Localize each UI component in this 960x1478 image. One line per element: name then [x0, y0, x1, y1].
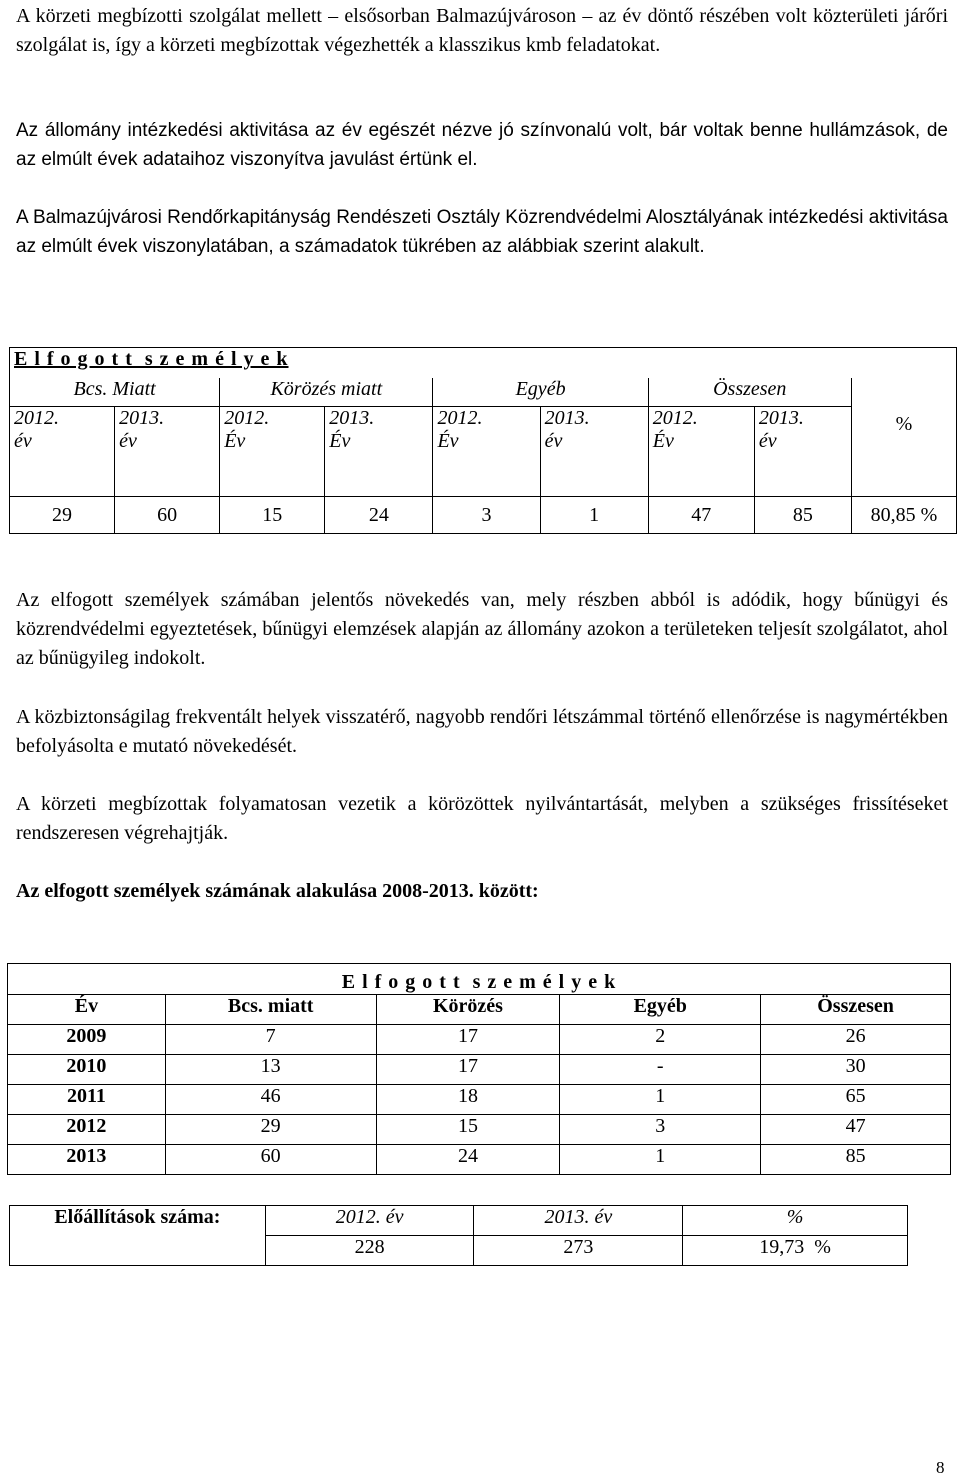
year-cell: 2013 [8, 1145, 166, 1175]
subheader-cell: 2013. Év [325, 407, 433, 497]
percent-value: 19,73 % [683, 1236, 908, 1266]
header-cell: Bcs. miatt [165, 995, 376, 1025]
arrests-table-2012-2013 [9, 347, 957, 534]
cell: 18 [376, 1085, 560, 1115]
header-cell: Körözés [376, 995, 560, 1025]
cell: 30 [761, 1055, 951, 1085]
paragraph-1: A körzeti megbízotti szolgálat mellett – elsősorban Balmazújvároson – az év döntő részében volt közterületi járőri szolgálat is, így a körzeti megbízottak végezhették a klasszikus kmb feladatokat. [16, 5, 948, 56]
paragraph-3: A Balmazújvárosi Rendőrkapitányság Rendészeti Osztály Közrendvédelmi Alosztályának intézkedési aktivitása az elmúlt évek viszonylatában, a számadatok tükrében az alábbiak szerint alakult. [16, 207, 948, 257]
value-cell: 47 [648, 497, 754, 534]
cell: 1 [560, 1145, 761, 1175]
cell: 47 [761, 1115, 951, 1145]
percent-header: % [851, 378, 956, 497]
value-cell: 3 [433, 497, 540, 534]
year-cell: 2009 [8, 1025, 166, 1055]
subheader-cell: 2013. év [540, 407, 648, 497]
subheader-cell: 2013. év [115, 407, 220, 497]
cell: 1 [560, 1085, 761, 1115]
detentions-label: Előállítások száma: [10, 1206, 266, 1266]
section-heading: Az elfogott személyek számának alakulása 2008-2013. között: [16, 880, 539, 902]
value-cell: 85 [754, 497, 851, 534]
value-cell: 228 [265, 1236, 474, 1266]
paragraph-2: Az állomány intézkedési aktivitása az év egészét nézve jó színvonalú volt, bár voltak benne hullámzások, de az elmúlt évek adataihoz viszonyítva javulást értünk el. [16, 120, 948, 170]
year-cell: 2011 [8, 1085, 166, 1115]
value-cell: 1 [540, 497, 648, 534]
paragraph-5: A közbiztonságilag frekventált helyek visszatérő, nagyobb rendőri létszámmal történő ellenőrzése is nagymértékben befolyásolta e mutató növekedését. [16, 706, 948, 757]
detentions-table [9, 1205, 908, 1266]
cell: - [560, 1055, 761, 1085]
subheader-cell: 2012. Év [220, 407, 325, 497]
paragraph-4: Az elfogott személyek számában jelentős növekedés van, mely részben abból is adódik, hogy bűnügyi és közrendvédelmi egyeztetések, bűnügyi elemzések alapján az állomány azokon a területeken teljesít szolgálatot, ahol az bűnügyileg indokolt. [16, 589, 948, 669]
value-cell: 273 [474, 1236, 683, 1266]
cell: 24 [376, 1145, 560, 1175]
year-cell: 2010 [8, 1055, 166, 1085]
subheader-cell: 2012. év [10, 407, 115, 497]
cell: 85 [761, 1145, 951, 1175]
group-egyeb: Egyéb [433, 378, 648, 407]
header-cell: 2012. év [265, 1206, 474, 1236]
cell: 15 [376, 1115, 560, 1145]
cell: 26 [761, 1025, 951, 1055]
group-bcs: Bcs. Miatt [10, 378, 220, 407]
value-cell: 24 [325, 497, 433, 534]
subheader-cell: 2012. Év [433, 407, 540, 497]
table-header-row [8, 995, 951, 1025]
cell: 13 [165, 1055, 376, 1085]
cell: 60 [165, 1145, 376, 1175]
cell: 17 [376, 1055, 560, 1085]
value-cell: 29 [10, 497, 115, 534]
cell: 17 [376, 1025, 560, 1055]
group-korozes: Körözés miatt [220, 378, 433, 407]
header-cell: Év [8, 995, 166, 1025]
header-cell: Összesen [761, 995, 951, 1025]
table-row [8, 1025, 951, 1055]
table1-title: E l f o g o t t s z e m é l y e k [14, 348, 289, 370]
cell: 46 [165, 1085, 376, 1115]
subheader-cell: 2013. év [754, 407, 851, 497]
table-row [8, 1085, 951, 1115]
value-cell: 60 [115, 497, 220, 534]
cell: 29 [165, 1115, 376, 1145]
cell: 2 [560, 1025, 761, 1055]
group-osszesen: Összesen [648, 378, 851, 407]
table-row [8, 1055, 951, 1085]
arrests-by-year-table [7, 963, 951, 1175]
table-row [8, 1115, 951, 1145]
cell: 65 [761, 1085, 951, 1115]
cell: 3 [560, 1115, 761, 1145]
paragraph-6: A körzeti megbízottak folyamatosan vezetik a körözöttek nyilvántartását, melyben a szükséges frissítéseket rendszeresen végrehajtják. [16, 793, 948, 844]
percent-value: 80,85 % [851, 497, 956, 534]
header-cell: 2013. év [474, 1206, 683, 1236]
page-number: 8 [936, 1458, 945, 1477]
year-cell: 2012 [8, 1115, 166, 1145]
table-row [8, 1145, 951, 1175]
header-cell: Egyéb [560, 995, 761, 1025]
table2-title: E l f o g o t t s z e m é l y e k [341, 971, 617, 993]
subheader-cell: 2012. Év [648, 407, 754, 497]
value-cell: 15 [220, 497, 325, 534]
cell: 7 [165, 1025, 376, 1055]
header-cell: % [683, 1206, 908, 1236]
